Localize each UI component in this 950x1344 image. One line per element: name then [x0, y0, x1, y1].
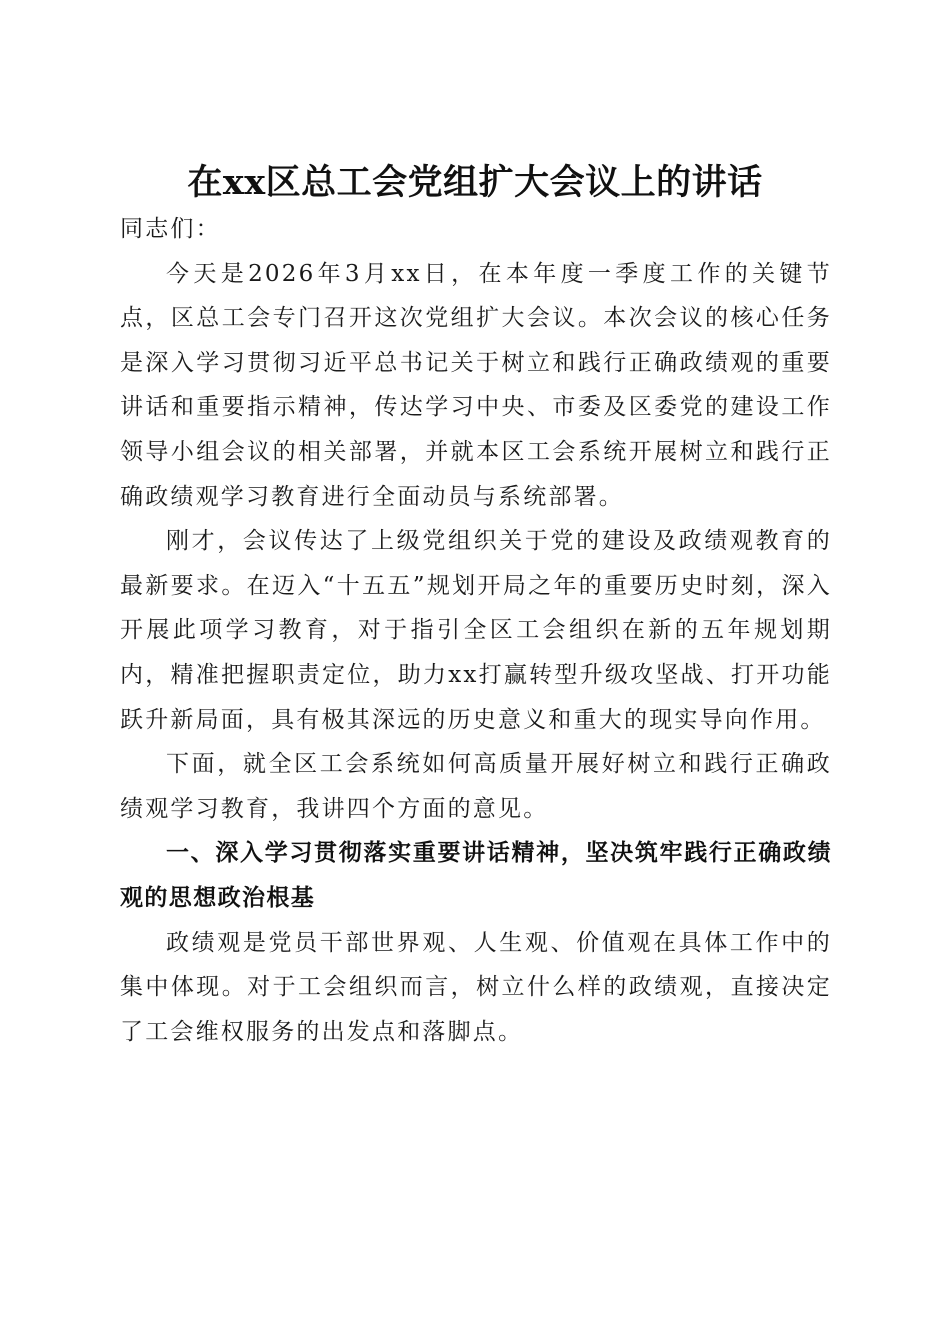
- salutation: 同志们：: [120, 216, 221, 242]
- paragraph-significance: 刚才，会议传达了上级党组织关于党的建设及政绩观教育的最新要求。在迈入“十五五”规划开局之年的重要历史时刻，深入开展此项学习教育，对于指引全区工会组织在新的五年规划期内，精准把握职责定位，助力xx打赢转型升级攻坚战、打开功能跃升新局面，具有极其深远的历史意义和重大的现实导向作用。: [120, 528, 832, 733]
- page-title: 在xx区总工会党组扩大会议上的讲话: [187, 162, 763, 204]
- section-heading-1: 一、深入学习贯彻落实重要讲话精神，坚决筑牢践行正确政绩观的思想政治根基: [120, 840, 832, 911]
- paragraph-opening: 今天是2026年3月xx日，在本年度一季度工作的关键节点，区总工会专门召开这次党组扩大会议。本次会议的核心任务是深入学习贯彻习近平总书记关于树立和践行正确政绩观的重要讲话和重要指示精神，传达学习中央、市委及区委党的建设工作领导小组会议的相关部署，并就本区工会系统开展树立和践行正确政绩观学习教育进行全面动员与系统部署。: [120, 260, 832, 510]
- section-1-paragraph: 政绩观是党员干部世界观、人生观、价值观在具体工作中的集中体现。对于工会组织而言，树立什么样的政绩观，直接决定了工会维权服务的出发点和落脚点。: [120, 929, 832, 1045]
- paragraph-outline: 下面，就全区工会系统如何高质量开展好树立和践行正确政绩观学习教育，我讲四个方面的意见。: [120, 751, 832, 822]
- document-body: [120, 207, 832, 1054]
